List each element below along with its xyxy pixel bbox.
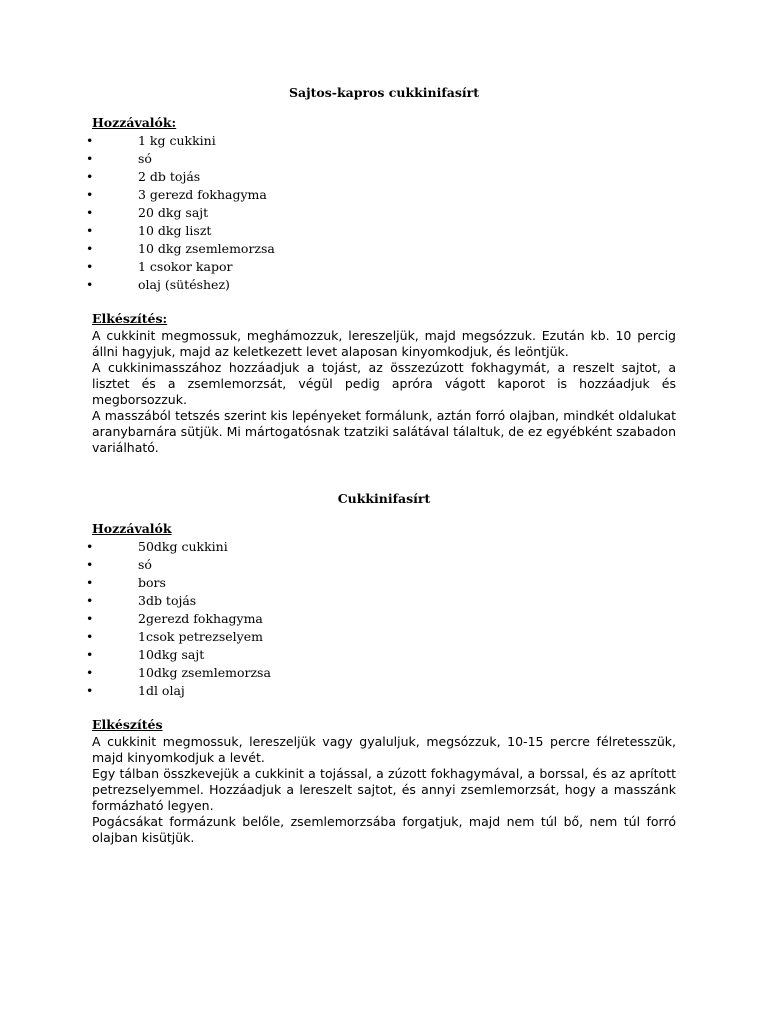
- ingredient-item: • 3 gerezd fokhagyma: [92, 186, 676, 204]
- recipe-2: [92, 490, 676, 846]
- recipe-1-ingredients-heading: Hozzávalók:: [92, 115, 177, 130]
- recipe-1-method-paragraph: A cukkinimasszához hozzáadjuk a tojást, az összezúzott fokhagymát, a reszelt sajtot, a lisztet és a zsemlemorzsát, végül pedig apróra vágott kaporot is hozzáadjuk és megborsozzuk.: [92, 360, 676, 407]
- ingredient-item: • 1dl olaj: [92, 682, 676, 700]
- ingredient-item: • 20 dkg sajt: [92, 204, 676, 222]
- recipe-1-method-heading: Elkészítés:: [92, 311, 168, 326]
- recipe-1: [92, 84, 676, 456]
- ingredient-item: • 10 dkg liszt: [92, 222, 676, 240]
- recipe-2-ingredient-list: [92, 538, 676, 700]
- ingredient-item: • 10 dkg zsemlemorzsa: [92, 240, 676, 258]
- ingredient-item: • 2 db tojás: [92, 168, 676, 186]
- recipe-2-method-paragraph: A cukkinit megmossuk, lereszeljük vagy gyaluljuk, megsózzuk, 10-15 percre félretesszük, majd kinyomkodjuk a levét.: [92, 734, 676, 765]
- recipe-2-method-paragraph: Pogácsákat formázunk belőle, zsemlemorzsába forgatjuk, majd nem túl bő, nem túl forró olajban kisütjük.: [92, 814, 676, 845]
- ingredient-item: • 2gerezd fokhagyma: [92, 610, 676, 628]
- recipe-2-method-paragraph: Egy tálban összkevejük a cukkinit a tojással, a zúzott fokhagymával, a borssal, és az aprított petrezselyemmel. Hozzáadjuk a lereszelt sajtot, és annyi zsemlemorzsát, hogy a masszánk formázható legyen.: [92, 766, 676, 813]
- recipe-2-title: Cukkinifasírt: [337, 491, 431, 506]
- ingredient-item: • 3db tojás: [92, 592, 676, 610]
- recipe-2-method-heading: Elkészítés: [92, 717, 163, 732]
- ingredient-item: • 50dkg cukkini: [92, 538, 676, 556]
- ingredient-item: • só: [92, 150, 676, 168]
- ingredient-item: • bors: [92, 574, 676, 592]
- ingredient-item: • 10dkg sajt: [92, 646, 676, 664]
- recipe-1-method-paragraph: A masszából tetszés szerint kis lepényeket formálunk, aztán forró olajban, mindkét oldalukat aranybarnára sütjük. Mi mártogatósnak tzatziki salátával tálaltuk, de ez egyébként szabadon variálható.: [92, 408, 676, 455]
- recipe-2-ingredients-heading: Hozzávalók: [92, 521, 172, 536]
- ingredient-item: • 1 kg cukkini: [92, 132, 676, 150]
- ingredient-item: • olaj (sütéshez): [92, 276, 676, 294]
- ingredient-item: • 1csok petrezselyem: [92, 628, 676, 646]
- spacer: [92, 700, 676, 716]
- recipe-1-title: Sajtos-kapros cukkinifasírt: [288, 85, 480, 100]
- ingredient-item: • 1 csokor kapor: [92, 258, 676, 276]
- spacer: [92, 294, 676, 310]
- recipe-1-ingredient-list: [92, 132, 676, 294]
- ingredient-item: • 10dkg zsemlemorzsa: [92, 664, 676, 682]
- ingredient-item: • só: [92, 556, 676, 574]
- recipe-1-method-paragraph: A cukkinit megmossuk, meghámozzuk, lereszeljük, majd megsózzuk. Ezután kb. 10 percig állni hagyjuk, majd az keletkezett levet alaposan kinyomkodjuk, és leöntjük.: [92, 328, 676, 359]
